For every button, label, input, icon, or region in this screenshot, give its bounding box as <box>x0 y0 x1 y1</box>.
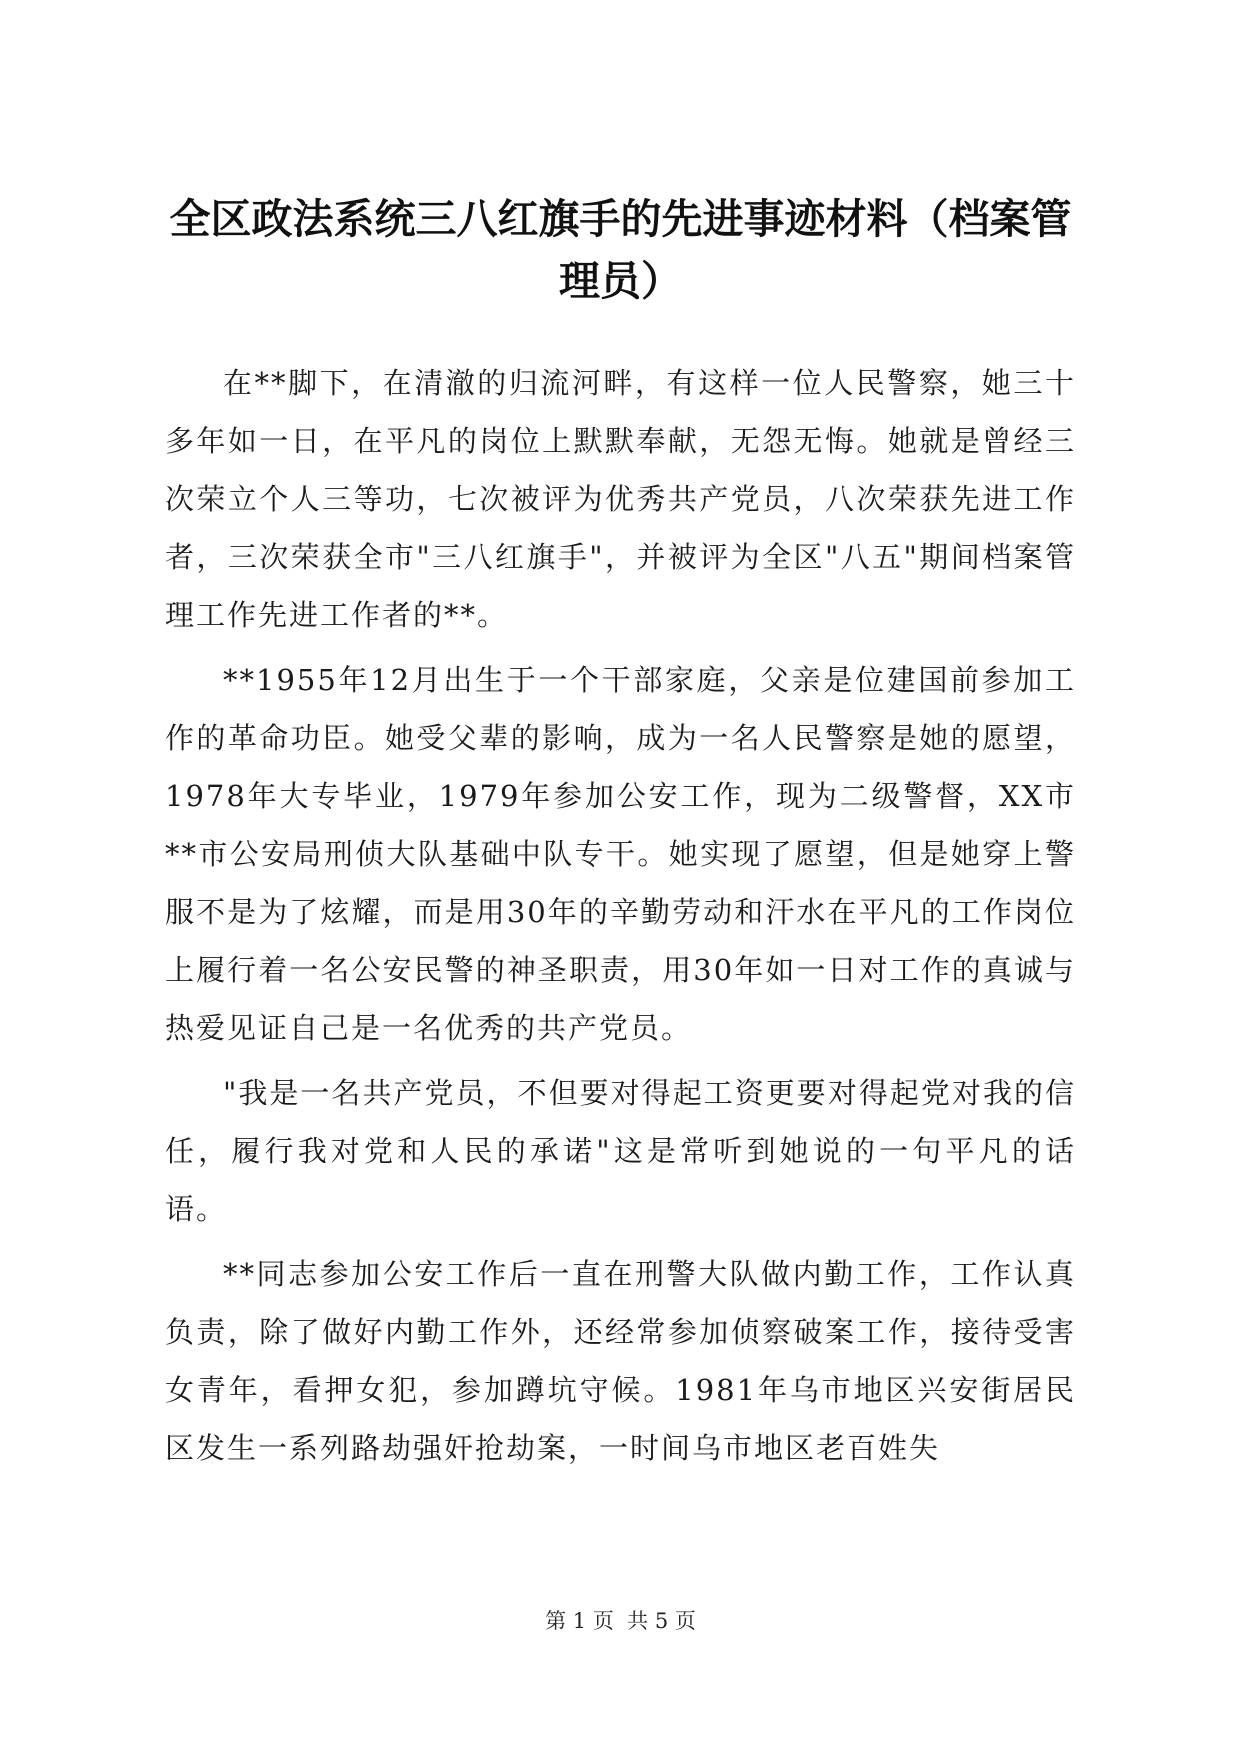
page-number-label: 第 1 页 共 5 页 <box>545 1609 696 1633</box>
paragraph-1: 在**脚下，在清澈的归流河畔，有这样一位人民警察，她三十多年如一日，在平凡的岗位上默默奉献，无怨无悔。她就是曾经三次荣立个人三等功，七次被评为优秀共产党员，八次荣获先进工作者，三次荣获全市"三八红旗手"，并被评为全区"八五"期间档案管理工作先进工作者的**。 <box>165 366 1076 632</box>
paragraph-3: "我是一名共产党员，不但要对得起工资更要对得起党对我的信任，履行我对党和人民的承诺"这是常听到她说的一句平凡的话语。 <box>165 1076 1076 1226</box>
document-body <box>165 354 1076 1484</box>
document-title: 全区政法系统三八红旗手的先进事迹材料（档案管理员） <box>169 195 1072 305</box>
page-footer <box>0 1606 1241 1636</box>
paragraph-4: **同志参加公安工作后一直在刑警大队做内勤工作，工作认真负责，除了做好内勤工作外，还经常参加侦察破案工作，接待受害女青年，看押女犯，参加蹲坑守候。1981年乌市地区兴安街居民区发生一系列路劫强奸抢劫案，一时间乌市地区老百姓失 <box>165 1257 1076 1465</box>
paragraph-2: **1955年12月出生于一个干部家庭，父亲是位建国前参加工作的革命功臣。她受父辈的影响，成为一名人民警察是她的愿望，1978年大专毕业，1979年参加公安工作，现为二级警督，XX市**市公安局刑侦大队基础中队专干。她实现了愿望，但是她穿上警服不是为了炫耀，而是用30年的辛勤劳动和汗水在平凡的工作岗位上履行着一名公安民警的神圣职责，用30年如一日对工作的真诚与热爱见证自己是一名优秀的共产党员。 <box>165 663 1076 1045</box>
